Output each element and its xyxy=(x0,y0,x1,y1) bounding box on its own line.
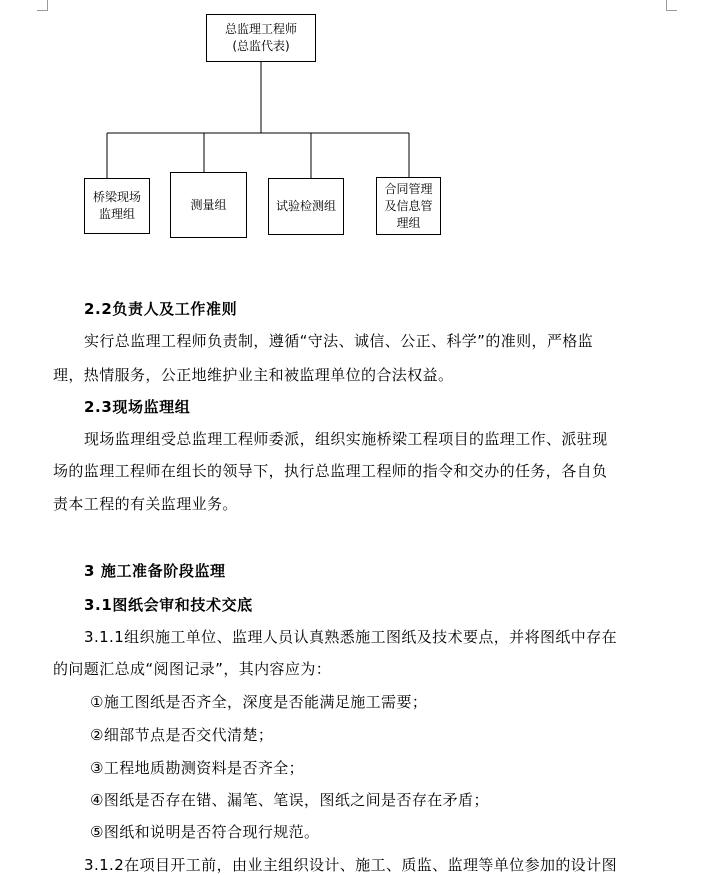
bridge-site-group-label: 桥梁现场监理组 xyxy=(92,190,141,221)
review-item-2: ②细部节点是否交代清楚； xyxy=(90,726,274,744)
section-2-3-heading: 2.3现场监理组 xyxy=(84,398,191,416)
review-item-3: ③工程地质勘测资料是否齐全； xyxy=(90,759,305,777)
chief-supervisor-title: 总监理工程师 xyxy=(224,22,297,36)
bridge-site-group-box xyxy=(84,178,150,234)
section-3-1-2-line-1: 3.1.2在项目开工前，由业主组织设计、施工、质监、监理等单位参加的设计图 xyxy=(84,856,617,874)
chief-supervisor-box xyxy=(206,14,316,62)
survey-group-box xyxy=(170,172,247,238)
survey-group-label: 测量组 xyxy=(190,197,227,212)
section-3-1-1-line-2: 的问题汇总成“阅图记录”，其内容应为： xyxy=(53,660,332,678)
section-3-1-1-line-1: 3.1.1组织施工单位、监理人员认真熟悉施工图纸及技术要点，并将图纸中存在 xyxy=(84,628,617,646)
review-item-4: ④图纸是否存在错、漏笔、笔误，图纸之间是否存在矛盾； xyxy=(90,791,489,809)
section-3-heading: 3 施工准备阶段监理 xyxy=(84,562,226,580)
chief-supervisor-subtitle: (总监代表) xyxy=(232,39,290,53)
review-item-5: ⑤图纸和说明是否符合现行规范。 xyxy=(90,823,320,841)
section-2-3-line-2: 场的监理工程师在组长的领导下，执行总监理工程师的指令和交办的任务，各自负 xyxy=(53,462,608,480)
review-item-1: ①施工图纸是否齐全，深度是否能满足施工需要； xyxy=(90,693,428,711)
section-2-2-line-1: 实行总监理工程师负责制，遵循“守法、诚信、公正、科学”的准则，严格监 xyxy=(84,332,594,350)
contract-info-group-label: 合同管理及信息管理组 xyxy=(384,181,433,230)
section-2-2-heading: 2.2负责人及工作准则 xyxy=(84,300,238,318)
section-3-1-heading: 3.1图纸会审和技术交底 xyxy=(84,596,253,614)
section-2-3-line-1: 现场监理组受总监理工程师委派，组织实施桥梁工程项目的监理工作、派驻现 xyxy=(84,430,608,448)
section-2-2-line-2: 理，热情服务，公正地维护业主和被监理单位的合法权益。 xyxy=(53,366,454,384)
section-2-3-line-3: 责本工程的有关监理业务。 xyxy=(53,495,238,513)
testing-group-label: 试验检测组 xyxy=(275,199,336,213)
testing-group-box xyxy=(268,178,344,235)
org-chart xyxy=(0,0,714,260)
contract-info-group-box xyxy=(376,177,441,235)
